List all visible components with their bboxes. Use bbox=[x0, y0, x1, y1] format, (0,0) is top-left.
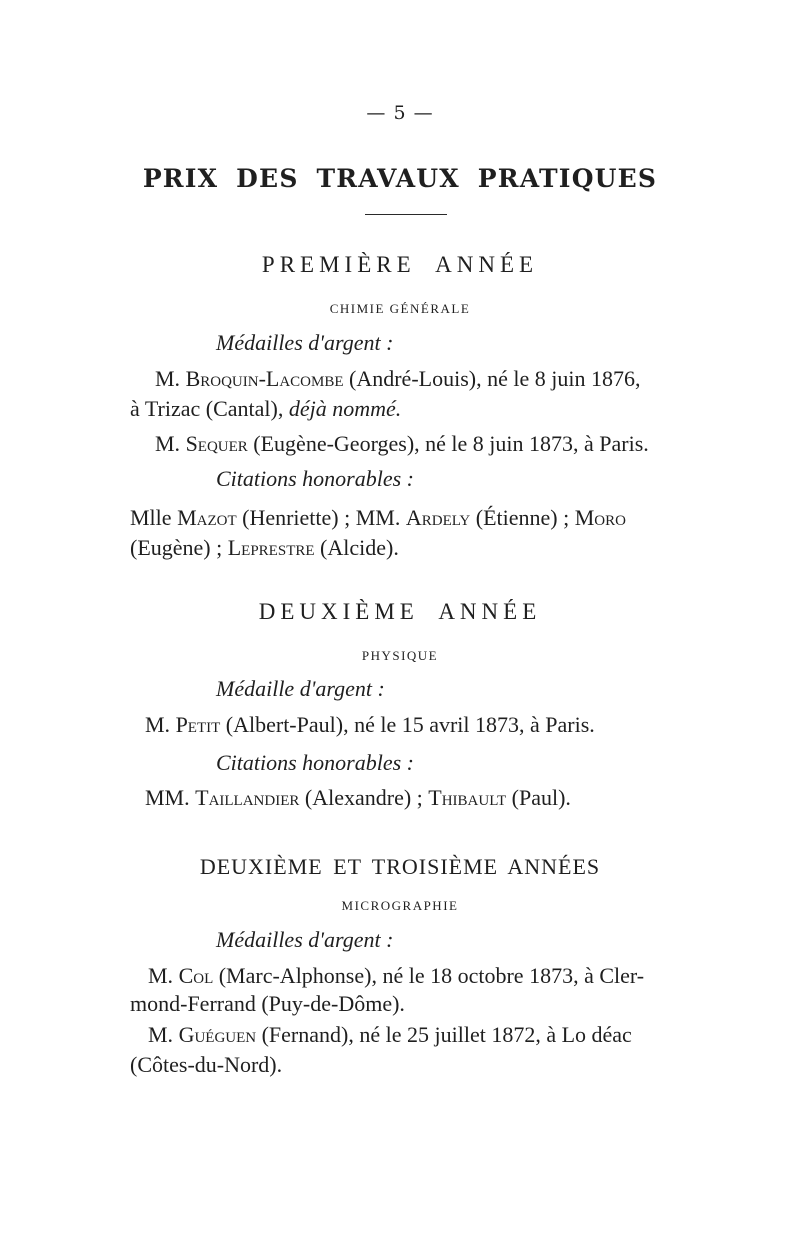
page-number: — 5 — bbox=[366, 102, 434, 124]
entry-details: à Trizac (Cantal), bbox=[130, 396, 284, 421]
citations-heading: Citations honorables : bbox=[216, 750, 415, 775]
entry-title: M. bbox=[148, 963, 174, 988]
medal-heading: Médaille d'argent : bbox=[216, 676, 385, 701]
entry-title: M. bbox=[148, 1022, 174, 1047]
entry-details: (Albert-Paul), né le 15 avril 1873, à Paris. bbox=[225, 712, 595, 737]
entry-note: déjà nommé. bbox=[288, 396, 402, 421]
laureate-name: Broquin-Lacombe bbox=[185, 366, 344, 391]
laureate-name: Thibault bbox=[428, 785, 507, 810]
entry-title: M. bbox=[145, 712, 171, 737]
entry-line bbox=[148, 963, 644, 989]
entry-details: (Eugène-Georges), né le 8 juin 1873, à Paris. bbox=[253, 431, 649, 456]
citation-prefix: Mlle bbox=[130, 505, 172, 530]
citation-text: (Alcide). bbox=[320, 535, 399, 560]
entry-line bbox=[130, 991, 405, 1017]
laureate-name: Col bbox=[178, 963, 214, 988]
citation-line bbox=[130, 535, 399, 561]
entry-details: (Fernand), né le 25 juillet 1872, à Lo déac bbox=[261, 1022, 632, 1047]
entry-line bbox=[145, 712, 595, 738]
laureate-name: Moro bbox=[574, 505, 626, 530]
title-divider bbox=[365, 214, 447, 215]
entry-title: M. bbox=[155, 431, 181, 456]
laureate-name: Taillandier bbox=[195, 785, 300, 810]
entry-details: mond-Ferrand (Puy-de-Dôme). bbox=[130, 991, 405, 1016]
laureate-name: Ardely bbox=[405, 505, 471, 530]
citation-prefix: MM. bbox=[145, 785, 190, 810]
laureate-name: Mazot bbox=[177, 505, 237, 530]
citation-text: (Paul). bbox=[511, 785, 571, 810]
medals-heading: Médailles d'argent : bbox=[216, 927, 394, 952]
medals-heading: Médailles d'argent : bbox=[216, 330, 394, 355]
citation-text: (Eugène) ; bbox=[130, 535, 223, 560]
laureate-name: Leprestre bbox=[227, 535, 315, 560]
citation-text: (Alexandre) ; bbox=[304, 785, 423, 810]
entry-line bbox=[155, 431, 649, 457]
citation-text: (Étienne) ; bbox=[475, 505, 570, 530]
entry-title: M. bbox=[155, 366, 181, 391]
laureate-name: Sequer bbox=[185, 431, 248, 456]
entry-line bbox=[130, 396, 401, 422]
section-heading-deuxieme-annee: DEUXIÈME ANNÉE bbox=[258, 599, 542, 624]
entry-details: (Marc-Alphonse), né le 18 octobre 1873, à Cler- bbox=[218, 963, 645, 988]
citations-heading: Citations honorables : bbox=[216, 466, 415, 491]
citation-text: (Henriette) ; MM. bbox=[242, 505, 401, 530]
citation-line bbox=[145, 785, 571, 811]
laureate-name: Guéguen bbox=[178, 1022, 257, 1047]
entry-details: (Côtes-du-Nord). bbox=[130, 1052, 283, 1077]
subject-micrographie: MICROGRAPHIE bbox=[341, 898, 459, 913]
entry-line bbox=[155, 366, 640, 392]
laureate-name: Petit bbox=[175, 712, 221, 737]
citation-line bbox=[130, 505, 626, 531]
entry-details: (André-Louis), né le 8 juin 1876, bbox=[349, 366, 641, 391]
section-heading-premiere-annee: PREMIÈRE ANNÉE bbox=[261, 252, 539, 277]
section-heading-deuxieme-et-troisieme-annees: DEUXIÈME ET TROISIÈME ANNÉES bbox=[199, 854, 601, 879]
main-title: PRIX DES TRAVAUX PRATIQUES bbox=[142, 164, 658, 193]
entry-line bbox=[148, 1022, 632, 1048]
subject-physique: PHYSIQUE bbox=[361, 648, 439, 663]
entry-line bbox=[130, 1052, 282, 1078]
subject-chimie-generale: CHIMIE GÉNÉRALE bbox=[329, 301, 471, 316]
